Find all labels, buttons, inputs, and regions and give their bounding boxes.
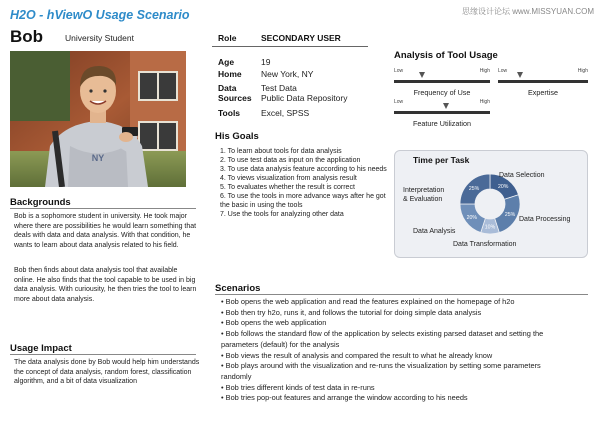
- svg-text:NY: NY: [91, 153, 105, 163]
- label-data-transformation: Data Transformation: [453, 241, 517, 248]
- backgrounds-heading: Backgrounds: [10, 197, 71, 208]
- data-sources-label-line2: Sources: [218, 93, 252, 103]
- tools-value: Excel, SPSS: [261, 108, 310, 118]
- profile-divider: [212, 46, 368, 47]
- usage-impact-text: The data analysis done by Bob would help him understands the concept of data analysis, random forest, classification algorithm, and a bit of data visualization: [14, 359, 200, 386]
- scenario-line: • Bob opens the web application and read the features explained on the homepage of h2o: [221, 297, 515, 306]
- goal-item: 4. To views visualization from analysis result: [220, 175, 357, 182]
- scenario-line: • Bob tries different kinds of test data in re-runs: [221, 382, 375, 392]
- role-label: Role: [218, 33, 237, 43]
- persona-name: Bob: [10, 27, 44, 46]
- persona-photo: [10, 51, 186, 187]
- goal-item: 7. Use the tools for analyzing other data: [220, 211, 344, 218]
- time-per-task-heading: Time per Task: [413, 155, 470, 165]
- persona-subtitle: University Student: [65, 33, 134, 43]
- donut-slice-label: 25%: [504, 212, 516, 219]
- goal-item: 6. To use the tools in more advance ways after he got the basic in using the tools: [220, 193, 386, 209]
- goals-list: [220, 147, 388, 219]
- goal-item: 5. To evaluates whether the result is correct: [220, 184, 355, 191]
- age-value: 19: [261, 57, 271, 67]
- home-value: New York, NY: [261, 69, 314, 79]
- slider-feature-utilization: [394, 99, 490, 129]
- slider-marker: [517, 72, 523, 78]
- scenarios-heading: Scenarios: [215, 283, 261, 294]
- slider-low-label: Low: [498, 68, 508, 74]
- slider-caption: Feature Utilization: [413, 119, 471, 128]
- usage-impact-heading: Usage Impact: [10, 343, 72, 354]
- goal-item: 1. To learn about tools for data analysis: [220, 148, 342, 155]
- slider-marker: [419, 72, 425, 78]
- slider-marker: [443, 103, 449, 109]
- scenario-line: parameters (default) for the analysis: [221, 339, 340, 349]
- donut-slice-label: 20%: [466, 215, 477, 222]
- scenario-line: • Bob opens the web application: [221, 318, 327, 328]
- slider-high-label: High: [479, 68, 490, 74]
- donut-slice-label: 20%: [498, 183, 509, 190]
- tools-label: Tools: [218, 108, 241, 118]
- scenario-line: • Bob follows the standard flow of the application by selects existing parsed dataset and setting the: [221, 329, 544, 339]
- slider-low-label: Low: [394, 99, 404, 105]
- scenario-line: • Bob then try h2o, runs it, and follows the tutorial for doing simple data analysis: [221, 307, 482, 317]
- donut-slice-label: 10%: [484, 224, 496, 231]
- slider-track: [394, 111, 490, 114]
- home-label: Home: [218, 69, 242, 79]
- label-data-selection: Data Selection: [499, 172, 545, 179]
- scenario-line: • Bob plays around with the visualization and re-runs the visualization by setting some parameters: [221, 361, 541, 371]
- scenario-line: • Bob tries pop-out features and arrange the window according to his needs: [221, 393, 468, 403]
- scenario-line: • Bob views the result of analysis and compared the result to what he already know: [221, 350, 493, 360]
- usage-impact-divider: [10, 354, 196, 355]
- slider-track: [498, 80, 588, 83]
- data-sources-value-2: Public Data Repository: [261, 93, 348, 103]
- slider-caption: Expertise: [528, 88, 558, 97]
- time-per-task-donut: [459, 173, 521, 235]
- age-label: Age: [218, 57, 235, 67]
- scenario-line: randomly: [221, 371, 252, 381]
- slider-expertise: [498, 68, 588, 98]
- scenarios-list: [221, 297, 591, 404]
- slider-high-label: High: [479, 99, 490, 105]
- label-data-processing: Data Processing: [519, 216, 571, 223]
- donut-slice-label: 25%: [468, 186, 480, 193]
- backgrounds-paragraph-2: Bob then finds about data analysis tool that available online. He also finds that the tool capable to be used in big data analysis. With curiousity, he then tries the tool to learn more about data analysis.: [14, 267, 197, 303]
- data-sources-label-line1: Data: [218, 83, 237, 93]
- analysis-heading: Analysis of Tool Usage: [394, 50, 498, 61]
- backgrounds-divider: [10, 208, 196, 209]
- label-data-analysis: Data Analysis: [413, 228, 456, 235]
- page-title: H2O - hViewO Usage Scenario: [10, 8, 190, 22]
- goal-item: 3. To use data analysis feature according to his needs: [220, 166, 387, 173]
- backgrounds-paragraph-1: Bob is a sophomore student in university. He took major where there are possibilities he would learn something that deals with data and data analysis. With that condition, he wants to learn about data analysis related to his field.: [14, 213, 197, 249]
- label-interpretation-line1: Interpretation: [403, 187, 445, 194]
- slider-caption: Frequency of Use: [413, 88, 471, 97]
- slider-frequency: [394, 68, 490, 98]
- watermark: 思缘设计论坛 www.MISSYUAN.COM: [461, 7, 594, 16]
- goals-heading: His Goals: [215, 131, 259, 142]
- time-per-task-panel: [394, 150, 588, 258]
- slider-low-label: Low: [394, 68, 404, 74]
- slider-high-label: High: [577, 68, 588, 74]
- goal-item: 2. To use test data as input on the application: [220, 157, 361, 164]
- role-value: SECONDARY USER: [261, 33, 341, 43]
- data-sources-value-1: Test Data: [261, 83, 297, 93]
- scenarios-divider: [215, 294, 588, 295]
- label-interpretation-line2: & Evaluation: [403, 196, 443, 203]
- slider-track: [394, 80, 490, 83]
